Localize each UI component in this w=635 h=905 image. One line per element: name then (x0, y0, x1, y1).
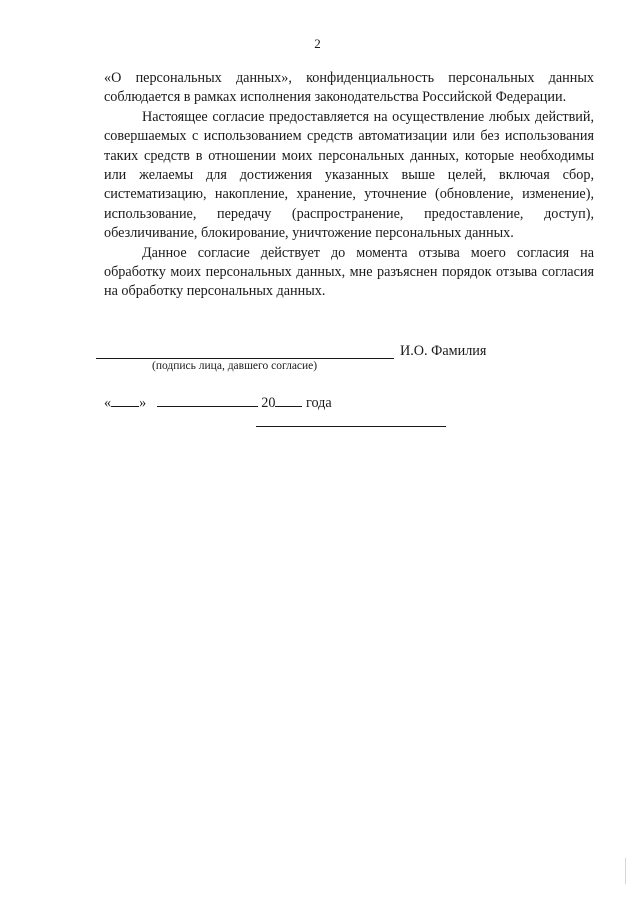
paragraph-consent-scope: Настоящее согласие предоставляется на осуществление любых действий, совершаемых с использованием средств автоматизации или без использования таких средств в отношении моих персональных данных, которые необходимы или желаемы для достижения указанных выше целей, включая сбор, систематизацию, накопление, хранение, уточнение (обновление, изменение), использование, передачу (распространение, предоставление, доступ), обезличивание, блокирование, уничтожение персональных данных. (104, 108, 594, 242)
signature-caption: (подпись лица, давшего согласие) (152, 360, 318, 372)
signature-line (96, 358, 394, 359)
bottom-rule (256, 426, 446, 427)
date-line (104, 394, 332, 412)
date-year-word: года (306, 395, 332, 411)
date-day-blank (111, 394, 139, 407)
page-number: 2 (314, 36, 321, 51)
document-body (104, 69, 594, 302)
paragraph-continuation: «О персональных данных», конфиденциальность персональных данных соблюдается в рамках исполнения законодательства Российской Федерации. (104, 70, 594, 106)
date-open-quote: « (104, 395, 112, 411)
paragraph-consent-validity: Данное согласие действует до момента отзыва моего согласия на обработку моих персональных данных, мне разъяснен порядок отзыва согласия на обработку персональных данных. (104, 244, 594, 300)
date-month-blank (157, 394, 258, 407)
date-year-blank (275, 394, 302, 407)
date-close-quote: » (139, 395, 147, 411)
date-century: 20 (261, 395, 276, 411)
signer-name: И.О. Фамилия (400, 343, 487, 359)
scan-edge-mark (625, 858, 626, 884)
signature-block (96, 343, 536, 453)
